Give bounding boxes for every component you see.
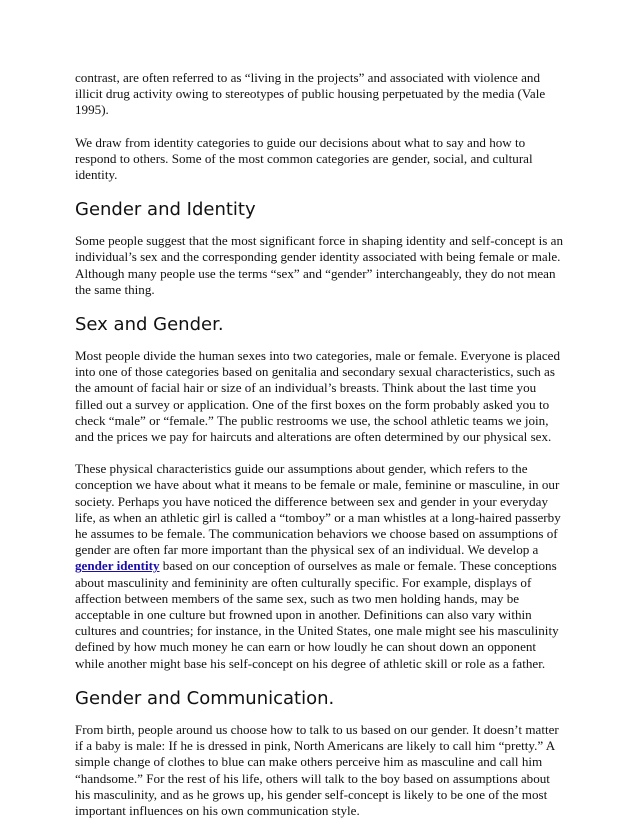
heading-sex-and-gender: Sex and Gender. (75, 314, 224, 336)
paragraph-gender-communication: From birth, people around us choose how to talk to us based on our gender. It doesn’t matter if a baby is male: If he is dressed in pink, North Americans are likely to call him “pretty.” A simple change of clothes to blue can make others perceive him as masculine and call him “handsome.” For the rest of his life, others will talk to the boy based on assumptions about his masculinity, and as he grows up, his gender self-concept is likely to be one of the most important influences on his own communication style. (75, 721, 559, 818)
gender-identity-link[interactable]: gender identity (75, 558, 160, 574)
paragraph-gender-conception-part1: These physical characteristics guide our assumptions about gender, which refers to the conception we have about what it means to be female or male, feminine or masculine, in our society. Perhaps you have noticed the difference between sex and gender in your everyday life, as when an athletic girl is called a “tomboy” or a man whistles at a long-haired passerby he assumes to be female. The communication behaviors we choose based on assumptions of gender are often far more important than the physical sex of an individual. We develop a (75, 461, 561, 558)
paragraph-identity-categories: We draw from identity categories to guide our decisions about what to say and how to respond to others. Some of the most common categories are gender, social, and cultural identity. (75, 134, 533, 183)
paragraph-sex-and-gender-intro: Some people suggest that the most significant force in shaping identity and self-concept is an individual’s sex and the corresponding gender identity associated with being female or male. Although many people use the terms “sex” and “gender” interchangeably, they do not mean the same thing. (75, 233, 563, 297)
document-page (75, 70, 567, 835)
heading-gender-and-identity: Gender and Identity (75, 199, 256, 221)
paragraph-gender-conception-part2: based on our conception of ourselves as male or female. These conceptions about masculinity and femininity are often culturally specific. For example, displays of affection between members of the same sex, such as two men holding hands, may be acceptable in one culture but frowned upon in another. Definitions can also vary within cultures and countries; for instance, in the United States, one male might see his masculinity defined by how much money he can earn or how loudly he can shout down an opponent while another might base his self-concept on his degree of athletic skill or role as a father. (75, 558, 559, 671)
paragraph-physical-sex: Most people divide the human sexes into two categories, male or female. Everyone is placed into one of those categories based on genitalia and secondary sexual characteristics, such as the amount of facial hair or size of an individual’s breasts. Think about the last time you filled out a survey or application. One of the first boxes on the form probably asked you to check “male” or “female.” The public restrooms we use, the school athletic teams we join, and the prices we pay for haircuts and alterations are often determined by our physical sex. (75, 348, 561, 445)
paragraph-projects-stereotype: contrast, are often referred to as “living in the projects” and associated with violence and illicit drug activity owing to stereotypes of public housing perpetuated by the media (Vale 1995). (75, 70, 546, 118)
paragraph-gender-conception (75, 461, 567, 672)
heading-gender-and-communication: Gender and Communication. (75, 687, 335, 709)
